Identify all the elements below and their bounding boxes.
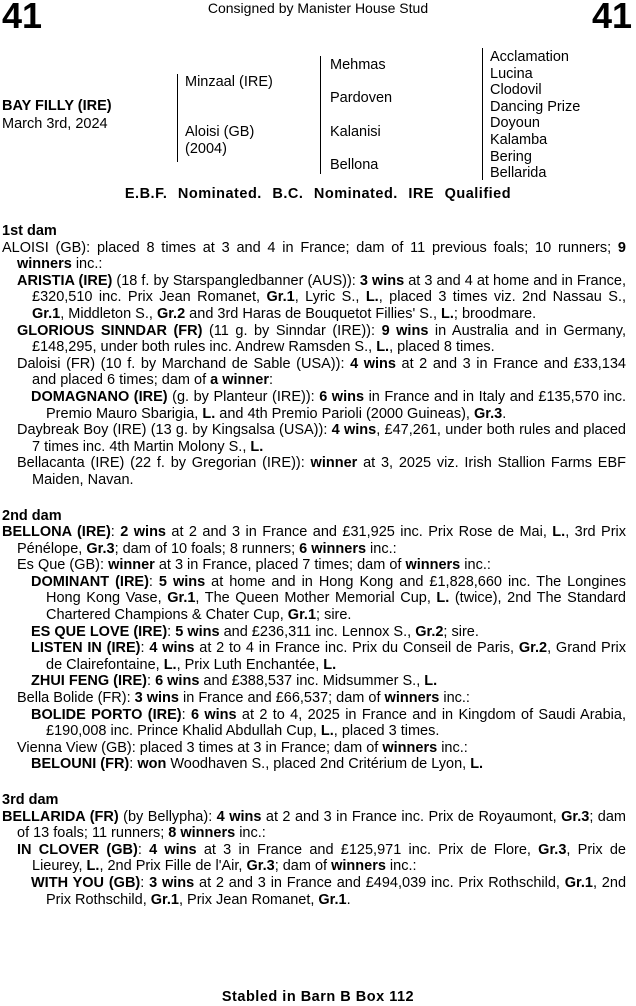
pedigree-bracket-3	[482, 48, 483, 180]
produce-paragraph: Bella Bolide (FR): 3 wins in France and £66,537; dam of winners inc.:	[17, 690, 470, 707]
produce-paragraph: GLORIOUS SINNDAR (FR) (11 g. by Sinndar (IRE)): 9 wins in Australia and in Germany, £148,295, under both rules inc. Andrew Ramsden S., L., placed 8 times.	[17, 322, 626, 356]
produce-paragraph: Es Que (GB): winner at 3 in France, placed 7 times; dam of winners inc.:	[17, 557, 491, 574]
pedigree-bracket-1	[177, 74, 178, 162]
produce-paragraph: IN CLOVER (GB): 4 wins at 3 in France and £125,971 inc. Prix de Flore, Gr.3, Prix de Lieurey, L., 2nd Prix Fille de l'Air, Gr.3; dam of winners inc.:	[17, 841, 626, 875]
produce-paragraph: Vienna View (GB): placed 3 times at 3 in France; dam of winners inc.:	[17, 739, 468, 756]
produce-paragraph: DOMAGNANO (IRE) (g. by Planteur (IRE)): 6 wins in France and in Italy and £135,570 inc. Premio Mauro Sbarigia, L. and 4th Premio Parioli (2000 Guineas), Gr.3.	[31, 388, 626, 422]
pedigree-gen2: Pardoven	[330, 90, 393, 106]
dam-paragraph: BELLARIDA (FR) (by Bellypha): 4 wins at 2 and 3 in France inc. Prix de Royaumont, Gr.3; dam of 13 foals; 11 runners; 8 winners inc.:	[2, 808, 627, 842]
pedigree-gen3: Acclamation Lucina Clodovil Dancing Prize Doyoun Kalamba Bering Bellarida	[490, 49, 581, 182]
stabled-location: Stabled in Barn B Box 112	[221, 989, 415, 1005]
section-heading: 3rd dam	[2, 792, 59, 808]
horse-dob: March 3rd, 2024	[2, 116, 108, 132]
produce-paragraph: ES QUE LOVE (IRE): 5 wins and £236,311 inc. Lennox S., Gr.2; sire.	[31, 623, 479, 640]
pedigree-dam: Aloisi (GB)	[185, 124, 255, 140]
dam-paragraph: BELLONA (IRE): 2 wins at 2 and 3 in France and £31,925 inc. Prix Rose de Mai, L., 3rd Prix Pénélope, Gr.3; dam of 10 foals; 8 runners; 6 winners inc.:	[2, 524, 626, 557]
pedigree-bracket-2	[320, 56, 321, 174]
pedigree-gen2: Mehmas	[330, 57, 386, 73]
pedigree-gen2: Bellona	[330, 157, 379, 173]
produce-paragraph: BELOUNI (FR): won Woodhaven S., placed 2nd Critérium de Lyon, L.	[31, 756, 484, 773]
pedigree-sire: Minzaal (IRE)	[185, 74, 273, 90]
produce-paragraph: Daloisi (FR) (10 f. by Marchand de Sable (USA)): 4 wins at 2 and 3 in France and £33,134 and placed 6 times; dam of a winner:	[17, 355, 626, 389]
pedigree-gen2: Kalanisi	[330, 124, 381, 140]
lot-number-right: 41	[591, 0, 632, 36]
pedigree-dam-year: (2004)	[185, 141, 227, 157]
produce-paragraph: ARISTIA (IRE) (18 f. by Starspangledbanner (AUS)): 3 wins at 3 and 4 at home and in France, £320,510 inc. Prix Jean Romanet, Gr.1, Lyric S., L., placed 3 times viz. 2nd Nassau S., Gr.1, Middleton S., Gr.2 and 3rd Haras de Bouquetot Fillies' S., L.; broodmare.	[17, 272, 627, 322]
produce-paragraph: BOLIDE PORTO (IRE): 6 wins at 2 to 4, 2025 in France and in Kingdom of Saudi Arabia, £190,008 inc. Prince Khalid Abdullah Cup, L., placed 3 times.	[31, 706, 626, 740]
produce-paragraph: DOMINANT (IRE): 5 wins at home and in Hong Kong and £1,828,660 inc. The Longines Hong Kong Vase, Gr.1, The Queen Mother Memorial Cup, L. (twice), 2nd The Standard Chartered Champions & Chater Cup, Gr.1; sire.	[31, 573, 627, 624]
section-heading: 2nd dam	[2, 507, 62, 524]
produce-paragraph: LISTEN IN (IRE): 4 wins at 2 to 4 in France inc. Prix du Conseil de Paris, Gr.2, Grand Prix de Clairefontaine, L., Prix Luth Enchantée, L.	[31, 640, 626, 673]
dam-paragraph: ALOISI (GB): placed 8 times at 3 and 4 in France; dam of 11 previous foals; 10 runners; 9 winners inc.:	[2, 239, 626, 273]
catalogue-body	[2, 219, 626, 908]
nominations: E.B.F. Nominated. B.C. Nominated. IRE Qualified	[124, 186, 512, 202]
consignor: Consigned by Manister House Stud	[207, 0, 429, 16]
produce-paragraph: Daybreak Boy (IRE) (13 g. by Kingsalsa (USA)): 4 wins, £47,261, under both rules and placed 7 times inc. 4th Martin Molony S., L.	[17, 422, 626, 455]
produce-paragraph: ZHUI FENG (IRE): 6 wins and £388,537 inc. Midsummer S., L.	[31, 673, 438, 690]
section-heading: 1st dam	[2, 223, 57, 239]
lot-number-left: 41	[2, 0, 43, 36]
produce-paragraph: WITH YOU (GB): 3 wins at 2 and 3 in France and £494,039 inc. Prix Rothschild, Gr.1, 2nd Prix Rothschild, Gr.1, Prix Jean Romanet, Gr.1.	[31, 874, 627, 908]
produce-paragraph: Bellacanta (IRE) (22 f. by Gregorian (IRE)): winner at 3, 2025 viz. Irish Stallion Farms EBF Maiden, Navan.	[17, 455, 626, 488]
horse-name: BAY FILLY (IRE)	[2, 98, 112, 114]
